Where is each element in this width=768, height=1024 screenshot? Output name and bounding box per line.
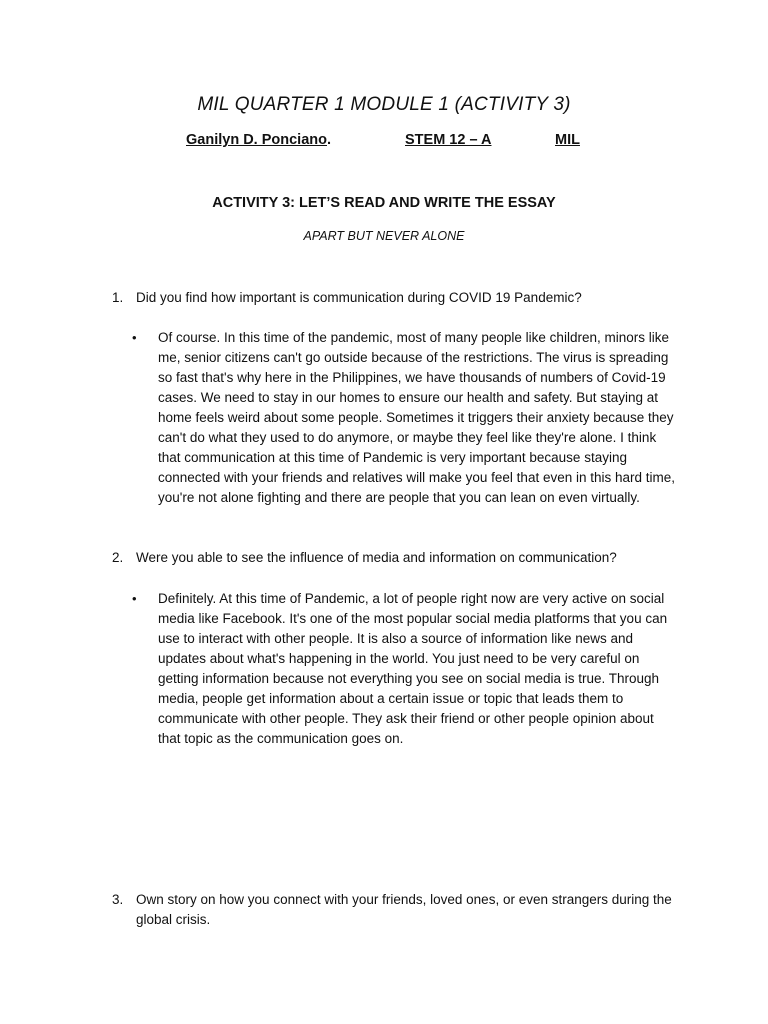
student-name: Ganilyn D. Ponciano	[186, 132, 327, 148]
document-title: MIL QUARTER 1 MODULE 1 (ACTIVITY 3)	[197, 94, 571, 115]
question-number: 1.	[112, 290, 124, 305]
student-section: STEM 12 – A	[405, 132, 492, 148]
question-text: Own story on how you connect with your friends, loved ones, or even strangers during the global crisis.	[136, 892, 672, 927]
student-name-group	[186, 132, 331, 148]
essay-title: APART BUT NEVER ALONE	[303, 229, 465, 243]
question-text: Were you able to see the influence of media and information on communication?	[136, 550, 617, 565]
subject-label: MIL	[555, 132, 580, 148]
answer-2	[132, 589, 680, 749]
bullet-icon: •	[132, 330, 137, 345]
question-text: Did you find how important is communication during COVID 19 Pandemic?	[136, 290, 582, 305]
answer-1	[132, 328, 680, 508]
bullet-icon: •	[132, 591, 137, 606]
question-1	[112, 288, 672, 308]
answer-text: Definitely. At this time of Pandemic, a lot of people right now are very active on social media like Facebook. It's one of the most popular social media platforms that you can use to interact with other people. It is also a source of information like news and updates about what's happening in the world. You just need to be very careful on getting information because not everything you see on social media is true. Through media, people get information about a certain issue or topic that leads them to communicate with other people. They ask their friend or other people opinion about that topic as the communication goes on.	[158, 591, 668, 746]
question-3	[112, 890, 672, 930]
student-info-row	[0, 132, 768, 154]
answer-text: Of course. In this time of the pandemic, most of many people like children, minors like me, senior citizens can't go outside because of the restrictions. The virus is spreading so fast that's why here in the Philippines, we have thousands of numbers of Covid-19 cases. We need to stay in our homes to ensure our health and safety. But staying at home feels weird about some people. Sometimes it triggers their anxiety because they can't do what they used to do anymore, or maybe they feel like they're alone. I think that communication at this time of Pandemic is very important because staying connected with your friends and relatives will make you feel that even in this hard time, you're not alone fighting and there are people that you can lean on even virtually.	[158, 330, 676, 505]
activity-heading: ACTIVITY 3: LET’S READ AND WRITE THE ESSAY	[212, 195, 556, 211]
question-number: 3.	[112, 892, 124, 907]
student-name-suffix: .	[327, 132, 332, 148]
question-2	[112, 548, 672, 568]
question-number: 2.	[112, 550, 124, 565]
